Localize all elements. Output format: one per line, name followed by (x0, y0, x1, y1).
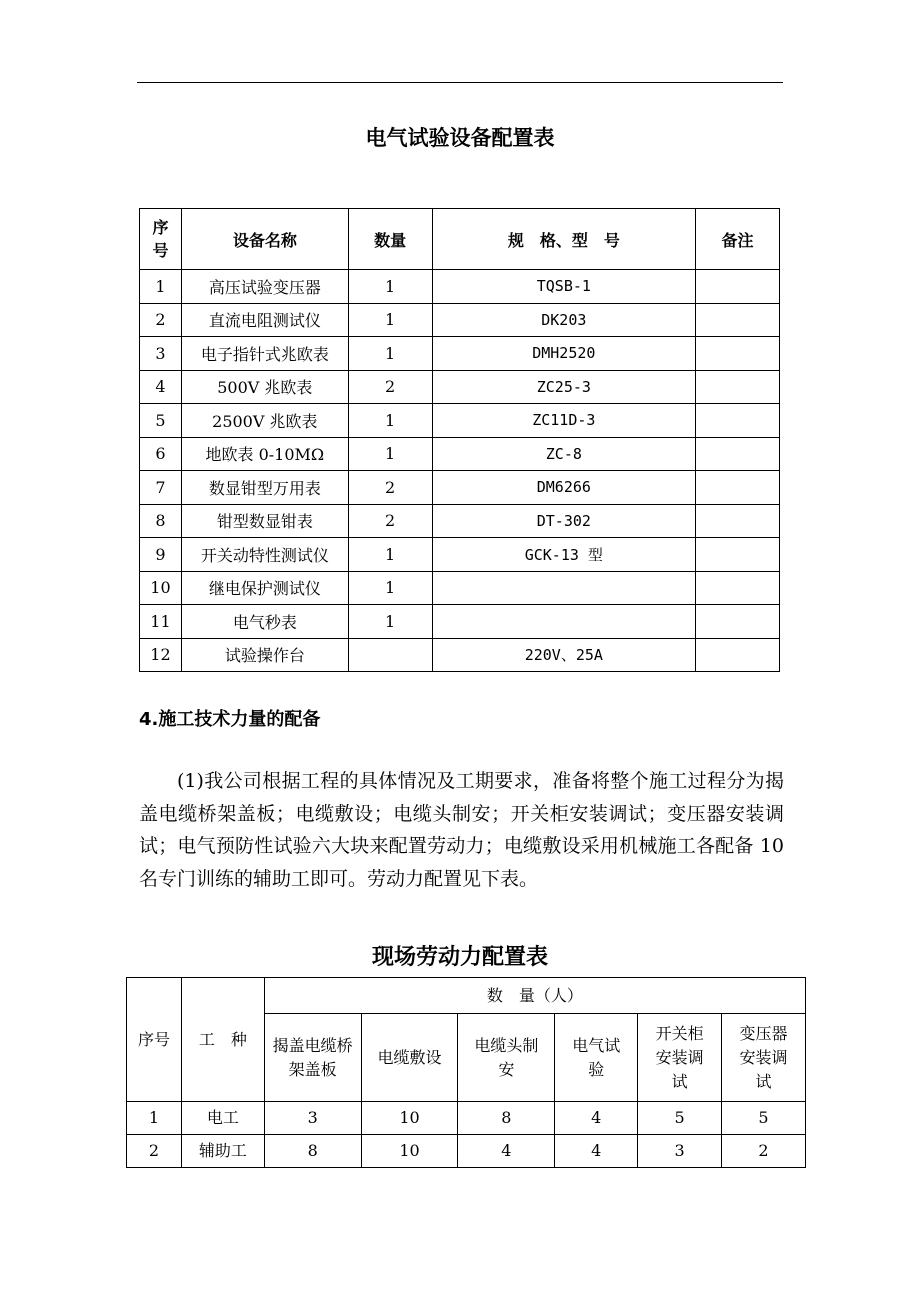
header-col-3: 电缆头制安 (458, 1014, 555, 1102)
table-row: 9 开关动特性测试仪 1 GCK-13 型 (140, 538, 780, 572)
header-col-1: 揭盖电缆桥架盖板 (264, 1014, 361, 1102)
table-row: 10 继电保护测试仪 1 (140, 571, 780, 605)
table-row: 7 数显钳型万用表 2 DM6266 (140, 471, 780, 505)
labor-table (126, 977, 806, 1168)
table-row: 3 电子指针式兆欧表 1 DMH2520 (140, 337, 780, 371)
equipment-table-title: 电气试验设备配置表 (365, 126, 555, 150)
table-row: 11 电气秒表 1 (140, 605, 780, 639)
table-row: 5 2500V 兆欧表 1 ZC11D-3 (140, 404, 780, 438)
section-paragraph: (1)我公司根据工程的具体情况及工期要求，准备将整个施工过程分为揭盖电缆桥架盖板；电缆敷设；电缆头制安；开关柜安装调试；变压器安装调试；电气预防性试验六大块来配置劳动力；电缆敷设采用机械施工各配备 10 名专门训练的辅助工即可。劳动力配置见下表。 (139, 770, 784, 890)
header-spec: 规 格、型 号 (432, 209, 696, 270)
table-row: 8 钳型数显钳表 2 DT-302 (140, 504, 780, 538)
equipment-table (139, 208, 780, 672)
header-name: 设备名称 (181, 209, 348, 270)
header-note: 备注 (696, 209, 780, 270)
header-col-6: 变压器安装调试 (722, 1014, 806, 1102)
table-row: 6 地欧表 0-10MΩ 1 ZC-8 (140, 437, 780, 471)
table-row: 2 辅助工 8 10 4 4 3 2 (127, 1135, 806, 1168)
section-heading: 4.施工技术力量的配备 (139, 709, 321, 730)
table-row: 4 500V 兆欧表 2 ZC25-3 (140, 370, 780, 404)
header-seq: 序 号 (140, 209, 182, 270)
labor-header-row (127, 978, 806, 1014)
labor-table-title: 现场劳动力配置表 (371, 945, 548, 970)
header-work-type: 工 种 (181, 978, 264, 1102)
header-rule (137, 82, 783, 83)
header-col-2: 电缆敷设 (361, 1014, 458, 1102)
equipment-header-row (140, 209, 780, 270)
header-col-4: 电气试验 (555, 1014, 638, 1102)
table-row: 1 高压试验变压器 1 TQSB-1 (140, 270, 780, 304)
header-quantity-group: 数 量（人） (264, 978, 805, 1014)
table-row: 1 电工 3 10 8 4 5 5 (127, 1102, 806, 1135)
header-col-5: 开关柜安装调试 (638, 1014, 722, 1102)
header-qty: 数量 (348, 209, 432, 270)
table-row: 2 直流电阻测试仪 1 DK203 (140, 303, 780, 337)
header-seq: 序号 (127, 978, 182, 1102)
table-row: 12 试验操作台 220V、25A (140, 638, 780, 672)
